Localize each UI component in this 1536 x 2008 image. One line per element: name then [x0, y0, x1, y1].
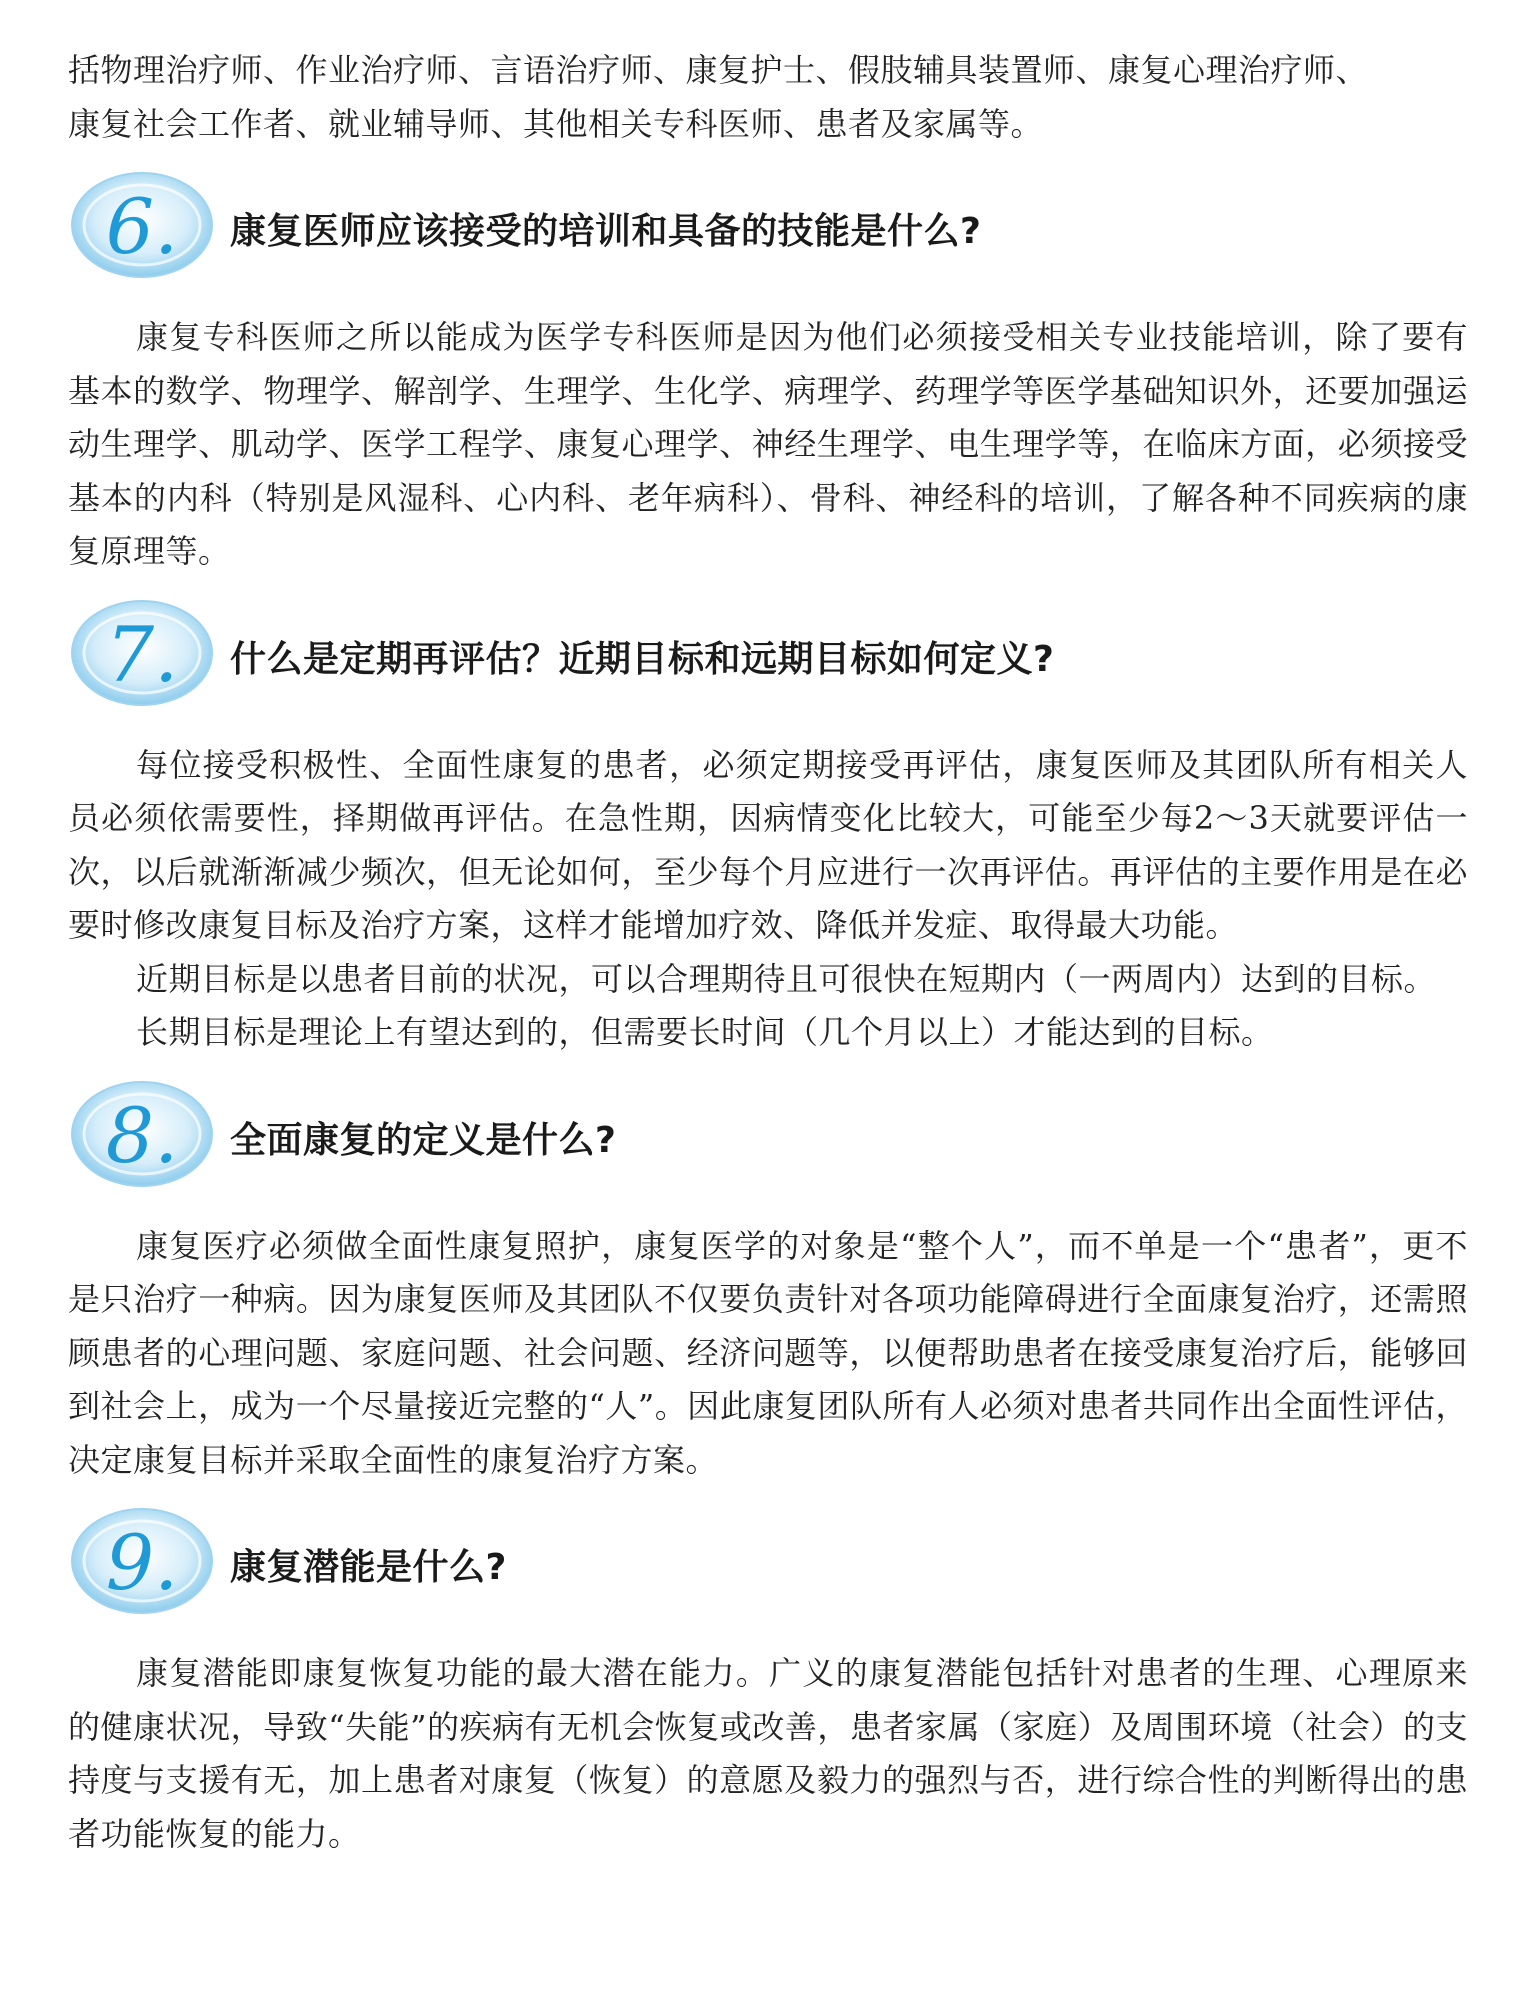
section-7-paragraph-1: 每位接受积极性、全面性康复的患者，必须定期接受再评估，康复医师及其团队所有相关人员必须依需要性，择期做再评估。在急性期，因病情变化比较大，可能至少每2～3天就要评估一次，以后就渐渐减少频次，但无论如何，至少每个月应进行一次再评估。再评估的主要作用是在必要时修改康复目标及治疗方案，这样才能增加疗效、降低并发症、取得最大功能。 [68, 745, 1468, 944]
section-7 [68, 597, 1468, 1060]
number-badge-icon [68, 1505, 216, 1617]
intro-line-2: 康复社会工作者、就业辅导师、其他相关专科医师、患者及家属等。 [68, 104, 1044, 143]
section-9-title: 康复潜能是什么? [230, 1547, 507, 1588]
section-7-heading [68, 597, 1468, 717]
number-badge-icon [68, 169, 216, 281]
number-badge-icon [68, 1078, 216, 1190]
section-9-number: 9. [105, 1518, 179, 1607]
section-8-title: 全面康复的定义是什么? [230, 1119, 617, 1161]
section-9-heading [68, 1505, 1468, 1625]
section-6-paragraph-1: 康复专科医师之所以能成为医学专科医师是因为他们必须接受相关专业技能培训，除了要有基本的数学、物理学、解剖学、生理学、生化学、病理学、药理学等医学基础知识外，还要加强运动生理学、肌动学、医学工程学、康复心理学、神经生理学、电生理学等，在临床方面，必须接受基本的内科（特别是风湿科、心内科、老年病科）、骨科、神经科的培训，了解各种不同疾病的康复原理等。 [68, 318, 1468, 570]
section-9-paragraph-1: 康复潜能即康复恢复功能的最大潜在能力。广义的康复潜能包括针对患者的生理、心理原来的健康状况，导致“失能”的疾病有无机会恢复或改善，患者家属（家庭）及周围环境（社会）的支持度与支援有无，加上患者对康复（恢复）的意愿及毅力的强烈与否，进行综合性的判断得出的患者功能恢复的能力。 [68, 1654, 1468, 1853]
section-7-title: 什么是定期再评估？近期目标和远期目标如何定义? [230, 638, 1055, 680]
section-7-paragraph-2: 近期目标是以患者目前的状况，可以合理期待且可很快在短期内（一两周内）达到的目标。 [136, 959, 1437, 998]
section-6-number: 6. [105, 182, 179, 271]
section-7-number: 7. [105, 609, 179, 699]
section-6 [68, 169, 1468, 579]
section-8 [68, 1078, 1468, 1488]
section-9 [68, 1505, 1468, 1861]
section-6-title: 康复医师应该接受的培训和具备的技能是什么? [230, 211, 982, 252]
section-6-heading [68, 169, 1468, 289]
section-8-heading [68, 1078, 1468, 1198]
intro-paragraph [68, 44, 1468, 151]
section-8-number: 8. [105, 1090, 179, 1180]
number-badge-icon [68, 597, 216, 709]
intro-line-1: 括物理治疗师、作业治疗师、言语治疗师、康复护士、假肢辅具装置师、康复心理治疗师、 [68, 51, 1369, 89]
section-7-paragraph-3: 长期目标是理论上有望达到的，但需要长时间（几个月以上）才能达到的目标。 [136, 1013, 1274, 1051]
document-page [68, 44, 1468, 1861]
section-8-paragraph-1: 康复医疗必须做全面性康复照护，康复医学的对象是“整个人”，而不单是一个“患者”，更不是只治疗一种病。因为康复医师及其团队不仅要负责针对各项功能障碍进行全面康复治疗，还需照顾患者的心理问题、家庭问题、社会问题、经济问题等，以便帮助患者在接受康复治疗后，能够回到社会上，成为一个尽量接近完整的“人”。因此康复团队所有人必须对患者共同作出全面性评估，决定康复目标并采取全面性的康复治疗方案。 [68, 1226, 1468, 1479]
